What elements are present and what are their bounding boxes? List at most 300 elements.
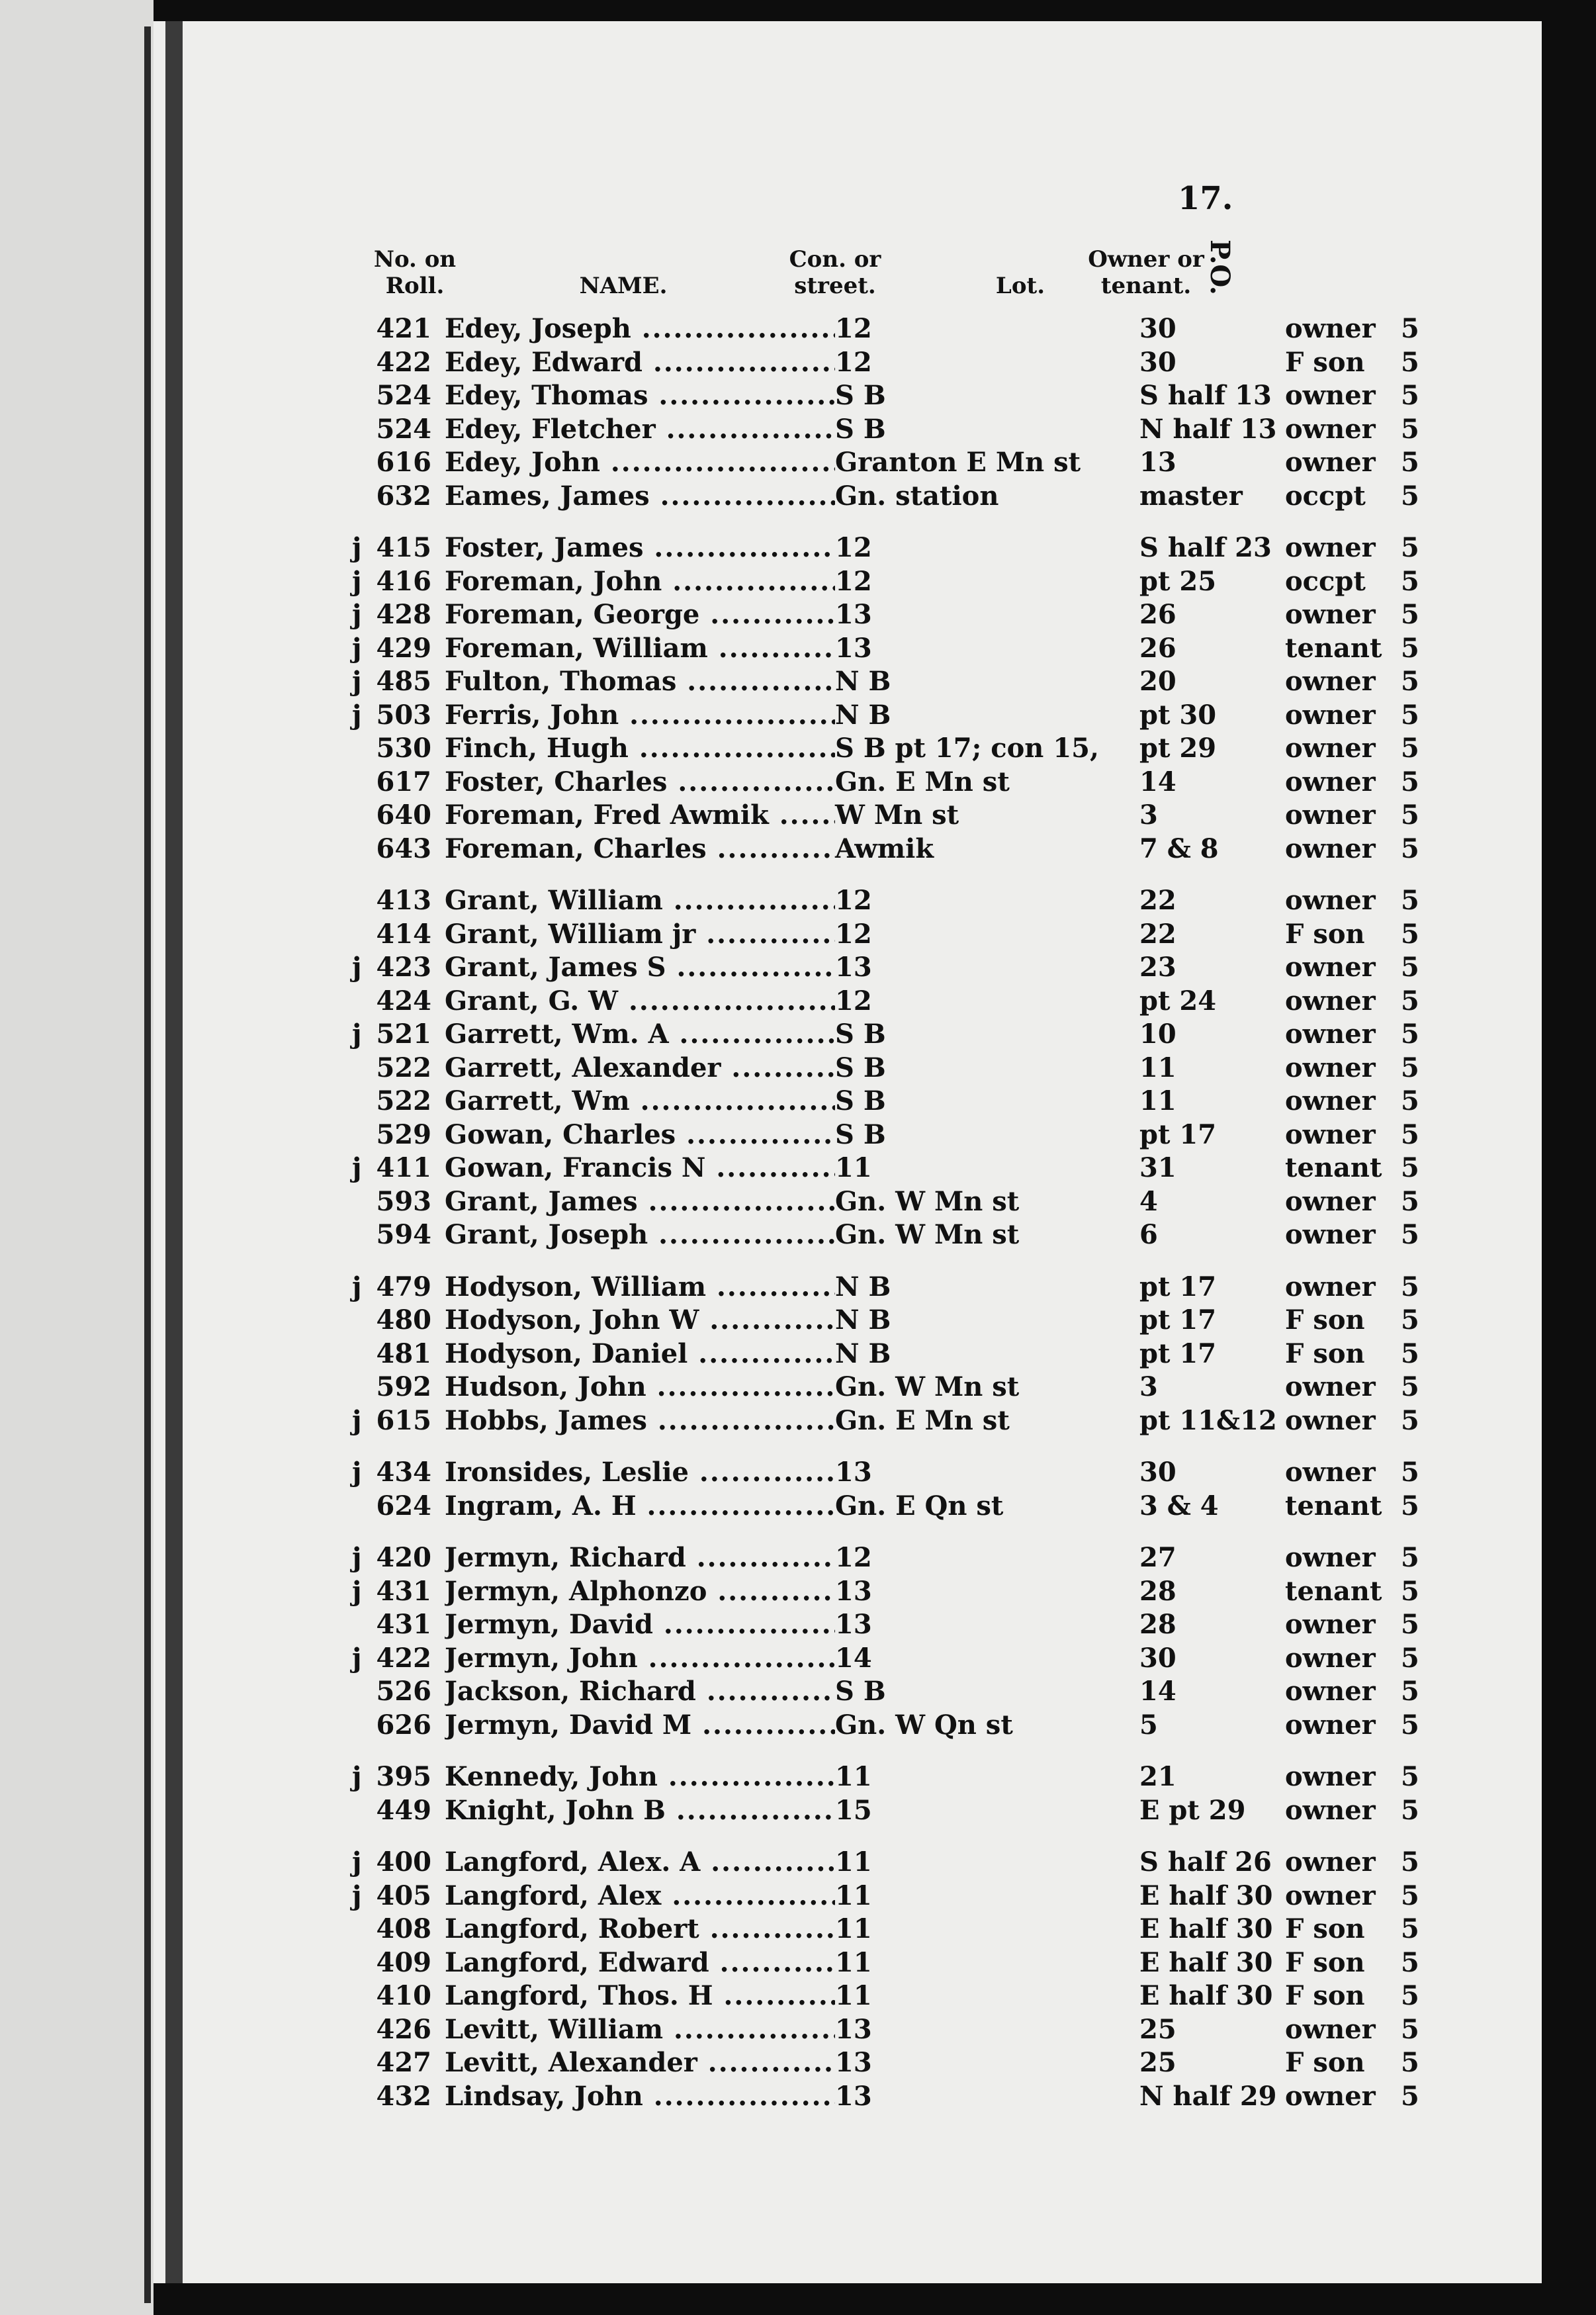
table-row (352, 1913, 1477, 1946)
post-office: 5 (1401, 1609, 1419, 1640)
table-row (352, 799, 1477, 833)
concession-street: 13 (835, 1456, 1146, 1489)
person-name: Hodyson, William ..... (445, 1271, 881, 1304)
row-mark: j (352, 666, 362, 697)
roll-number: 426 (376, 2013, 431, 2045)
person-name: Foreman, Fred Awmik ..... (445, 799, 881, 832)
roll-number: 415 (376, 532, 431, 563)
row-mark: j (352, 1019, 362, 1050)
concession-street: N B (835, 699, 1146, 732)
concession-street: 13 (835, 598, 1146, 631)
table-row (352, 346, 1477, 380)
owner-tenant: owner (1285, 1642, 1376, 1674)
owner-tenant: owner (1285, 1457, 1376, 1488)
concession-street: 13 (835, 1608, 1146, 1641)
owner-tenant: owner (1285, 1880, 1376, 1911)
lot: 26 (1139, 632, 1176, 664)
concession-street: N B (835, 1338, 1146, 1371)
table-row (352, 1880, 1477, 1913)
owner-tenant: F son (1285, 1980, 1365, 2011)
table-row (352, 1152, 1477, 1185)
concession-street: Gn. W Mn st (835, 1185, 1146, 1218)
post-office: 5 (1401, 599, 1419, 630)
table-row (352, 1404, 1477, 1438)
lot: pt 17 (1139, 1118, 1217, 1150)
roll-number: 413 (376, 885, 431, 916)
post-office: 5 (1401, 1794, 1419, 1826)
concession-street: 11 (835, 1760, 1146, 1793)
post-office: 5 (1401, 413, 1419, 445)
roll-number: 432 (376, 2080, 431, 2112)
concession-street: 12 (835, 985, 1146, 1018)
roll-number: 616 (376, 447, 431, 478)
roll-number: 640 (376, 799, 431, 831)
roll-number: 530 (376, 733, 431, 764)
owner-tenant: owner (1285, 985, 1376, 1017)
roll-number: 643 (376, 833, 431, 864)
post-office: 5 (1401, 1304, 1419, 1336)
roll-number: 431 (376, 1575, 431, 1607)
concession-street: 11 (835, 1846, 1146, 1879)
owner-tenant: owner (1285, 1846, 1376, 1878)
post-office: 5 (1401, 766, 1419, 797)
lot: E pt 29 (1139, 1794, 1246, 1826)
lot: E half 30 (1139, 1980, 1273, 2011)
lot: 11 (1139, 1052, 1176, 1083)
person-name: Edey, Thomas ..... (445, 379, 881, 412)
person-name: Langford, Alex ..... (445, 1880, 881, 1913)
post-office: 5 (1401, 833, 1419, 864)
post-office: 5 (1401, 1761, 1419, 1792)
roll-number: 522 (376, 1052, 431, 1083)
lot: pt 25 (1139, 565, 1217, 597)
owner-tenant: F son (1285, 2047, 1365, 2078)
row-mark: j (352, 699, 362, 731)
table-row (352, 1304, 1477, 1338)
owner-tenant: owner (1285, 666, 1376, 697)
lot: 22 (1139, 918, 1176, 950)
owner-tenant: owner (1285, 380, 1376, 411)
table-row (352, 1490, 1477, 1523)
post-office: 5 (1401, 918, 1419, 950)
roll-number: 424 (376, 985, 431, 1017)
header-concession: Con. or street. (789, 246, 881, 299)
owner-tenant: occpt (1285, 480, 1366, 512)
roll-number: 594 (376, 1219, 431, 1250)
person-name: Foreman, John ..... (445, 565, 881, 598)
concession-street: 12 (835, 312, 1146, 345)
post-office: 5 (1401, 565, 1419, 597)
concession-street: 12 (835, 918, 1146, 951)
concession-street: 13 (835, 2046, 1146, 2079)
roll-number: 422 (376, 1642, 431, 1674)
person-name: Ferris, John ..... (445, 699, 881, 732)
lot: 28 (1139, 1609, 1176, 1640)
row-mark: j (352, 952, 362, 983)
roll-number: 485 (376, 666, 431, 697)
post-office: 5 (1401, 1404, 1419, 1436)
owner-tenant: owner (1285, 1676, 1376, 1707)
post-office: 5 (1401, 1019, 1419, 1050)
row-mark: j (352, 1575, 362, 1607)
header-name: NAME. (579, 273, 668, 299)
owner-tenant: owner (1285, 2080, 1376, 2112)
person-name: Jermyn, David ..... (445, 1608, 881, 1641)
roll-number: 431 (376, 1609, 431, 1640)
post-office: 5 (1401, 1542, 1419, 1573)
roll-number: 479 (376, 1271, 431, 1302)
person-name: Foreman, Charles ..... (445, 833, 881, 866)
post-office: 5 (1401, 1457, 1419, 1488)
concession-street: 12 (835, 346, 1146, 379)
row-mark: j (352, 1542, 362, 1573)
table-row (352, 1846, 1477, 1880)
post-office: 5 (1401, 1085, 1419, 1116)
person-name: Edey, John ..... (445, 446, 881, 479)
table-row (352, 1338, 1477, 1371)
owner-tenant: owner (1285, 599, 1376, 630)
concession-street: 15 (835, 1794, 1146, 1827)
lot: 11 (1139, 1085, 1176, 1116)
lot: 14 (1139, 766, 1176, 797)
person-name: Ironsides, Leslie ..... (445, 1456, 881, 1489)
post-office: 5 (1401, 1118, 1419, 1150)
table-row (352, 1760, 1477, 1794)
concession-street: 12 (835, 1541, 1146, 1574)
owner-tenant: owner (1285, 699, 1376, 731)
post-office: 5 (1401, 1709, 1419, 1741)
post-office: 5 (1401, 885, 1419, 916)
concession-street: 11 (835, 1152, 1146, 1185)
roll-number: 416 (376, 565, 431, 597)
header-lot: Lot. (995, 273, 1045, 299)
owner-tenant: F son (1285, 918, 1365, 950)
owner-tenant: F son (1285, 1946, 1365, 1978)
owner-tenant: owner (1285, 1542, 1376, 1573)
person-name: Grant, James ..... (445, 1185, 881, 1218)
table-row (352, 1675, 1477, 1709)
owner-tenant: owner (1285, 532, 1376, 563)
row-mark: j (352, 1846, 362, 1878)
concession-street: Gn. W Mn st (835, 1371, 1146, 1404)
table-row (352, 884, 1477, 918)
concession-street: 13 (835, 1575, 1146, 1608)
concession-street: 13 (835, 951, 1146, 984)
owner-tenant: owner (1285, 313, 1376, 344)
row-mark: j (352, 1404, 362, 1436)
row-mark: j (352, 1761, 362, 1792)
roll-number: 400 (376, 1846, 431, 1878)
table-row (352, 1642, 1477, 1676)
concession-street: 12 (835, 565, 1146, 598)
roll-number: 408 (376, 1913, 431, 1944)
lot: master (1139, 480, 1243, 512)
lot: 10 (1139, 1019, 1176, 1050)
person-name: Garrett, Alexander ..... (445, 1052, 881, 1085)
owner-tenant: owner (1285, 1219, 1376, 1250)
post-office: 5 (1401, 1575, 1419, 1607)
lot: pt 24 (1139, 985, 1217, 1017)
roll-number: 480 (376, 1304, 431, 1336)
concession-street: Gn. W Mn st (835, 1218, 1146, 1251)
table-row (352, 1709, 1477, 1743)
lot: S half 26 (1139, 1846, 1272, 1878)
lot: 6 (1139, 1219, 1158, 1250)
post-office: 5 (1401, 2080, 1419, 2112)
table-row (352, 1979, 1477, 2013)
person-name: Foster, James ..... (445, 531, 881, 565)
roll-number: 593 (376, 1185, 431, 1217)
person-name: Langford, Edward ..... (445, 1946, 881, 1979)
concession-street: 11 (835, 1913, 1146, 1946)
person-name: Langford, Alex. A ..... (445, 1846, 881, 1879)
person-name: Lindsay, John ..... (445, 2080, 881, 2113)
owner-tenant: owner (1285, 1371, 1376, 1402)
person-name: Fulton, Thomas ..... (445, 665, 881, 698)
table-row (352, 951, 1477, 985)
lot: 27 (1139, 1542, 1176, 1573)
lot: 30 (1139, 1642, 1176, 1674)
table-row (352, 732, 1477, 766)
lot: 30 (1139, 346, 1176, 378)
lot: E half 30 (1139, 1880, 1273, 1911)
table-row (352, 1541, 1477, 1575)
person-name: Eames, James ..... (445, 480, 881, 513)
table-row (352, 665, 1477, 699)
lot: 30 (1139, 1457, 1176, 1488)
owner-tenant: tenant (1285, 1490, 1382, 1521)
concession-street: 13 (835, 2080, 1146, 2113)
post-office: 5 (1401, 1642, 1419, 1674)
person-name: Edey, Fletcher ..... (445, 413, 881, 446)
lot: 22 (1139, 885, 1176, 916)
post-office: 5 (1401, 1946, 1419, 1978)
table-row (352, 1085, 1477, 1118)
owner-tenant: owner (1285, 833, 1376, 864)
roll-number: 420 (376, 1542, 431, 1573)
post-office: 5 (1401, 2047, 1419, 2078)
roll-number: 421 (376, 313, 431, 344)
page-number: 17. (1178, 180, 1233, 217)
person-name: Garrett, Wm. A ..... (445, 1018, 881, 1051)
concession-street: 13 (835, 632, 1146, 665)
lot: 14 (1139, 1676, 1176, 1707)
lot: pt 17 (1139, 1338, 1217, 1369)
person-name: Hodyson, Daniel ..... (445, 1338, 881, 1371)
owner-tenant: F son (1285, 1338, 1365, 1369)
header-po: P.O. (1204, 240, 1235, 295)
header-owner-tenant: Owner or tenant. (1088, 246, 1204, 299)
document-page (154, 21, 1542, 2283)
lot: 28 (1139, 1575, 1176, 1607)
table-row (352, 632, 1477, 666)
owner-tenant: owner (1285, 1761, 1376, 1792)
owner-tenant: tenant (1285, 1152, 1382, 1183)
lot: 3 (1139, 1371, 1158, 1402)
lot: S half 23 (1139, 532, 1272, 563)
concession-street: Gn. E Qn st (835, 1490, 1146, 1523)
lot: N half 29 (1139, 2080, 1277, 2112)
table-row (352, 918, 1477, 952)
lot: pt 11&12 (1139, 1404, 1277, 1436)
roll-number: 529 (376, 1118, 431, 1150)
table-row (352, 2080, 1477, 2114)
table-row (352, 312, 1477, 346)
person-name: Grant, Joseph ..... (445, 1218, 881, 1251)
roll-number: 427 (376, 2047, 431, 2078)
person-name: Hudson, John ..... (445, 1371, 881, 1404)
owner-tenant: F son (1285, 1304, 1365, 1336)
concession-street: S B (835, 1675, 1146, 1708)
concession-street: 14 (835, 1642, 1146, 1675)
binding-edge (144, 26, 151, 2303)
roll-number: 405 (376, 1880, 431, 1911)
post-office: 5 (1401, 2013, 1419, 2045)
table-row (352, 1371, 1477, 1404)
table-row (352, 1185, 1477, 1219)
owner-tenant: owner (1285, 1118, 1376, 1150)
table-row (352, 1794, 1477, 1828)
table-row (352, 2046, 1477, 2080)
lot: 3 (1139, 799, 1158, 831)
header-roll-number: No. on Roll. (373, 246, 457, 299)
post-office: 5 (1401, 985, 1419, 1017)
roll-number: 434 (376, 1457, 431, 1488)
lot: S half 13 (1139, 380, 1272, 411)
owner-tenant: owner (1285, 799, 1376, 831)
owner-tenant: owner (1285, 733, 1376, 764)
person-name: Jermyn, Alphonzo ..... (445, 1575, 881, 1608)
roll-number: 395 (376, 1761, 431, 1792)
post-office: 5 (1401, 1913, 1419, 1944)
lot: pt 29 (1139, 733, 1217, 764)
owner-tenant: F son (1285, 1913, 1365, 1944)
table-row (352, 1946, 1477, 1980)
concession-street: Gn. W Qn st (835, 1709, 1146, 1742)
lot: 23 (1139, 952, 1176, 983)
roll-number: 617 (376, 766, 431, 797)
person-name: Levitt, William ..... (445, 2013, 881, 2046)
table-row (352, 766, 1477, 799)
post-office: 5 (1401, 1271, 1419, 1302)
concession-street: N B (835, 1304, 1146, 1337)
table-row (352, 1608, 1477, 1642)
post-office: 5 (1401, 447, 1419, 478)
table-row (352, 1218, 1477, 1252)
post-office: 5 (1401, 1846, 1419, 1878)
assessment-roll-list (352, 312, 1477, 2113)
owner-tenant: F son (1285, 346, 1365, 378)
post-office: 5 (1401, 1219, 1419, 1250)
row-mark: j (352, 1271, 362, 1302)
person-name: Grant, William jr ..... (445, 918, 881, 951)
lot: E half 30 (1139, 1913, 1273, 1944)
roll-number: 429 (376, 632, 431, 664)
row-mark: j (352, 599, 362, 630)
owner-tenant: owner (1285, 952, 1376, 983)
roll-number: 526 (376, 1676, 431, 1707)
concession-street: N B (835, 665, 1146, 698)
roll-number: 481 (376, 1338, 431, 1369)
table-row (352, 833, 1477, 866)
post-office: 5 (1401, 1052, 1419, 1083)
person-name: Gowan, Francis N ..... (445, 1152, 881, 1185)
concession-street: 13 (835, 2013, 1146, 2046)
person-name: Grant, William ..... (445, 884, 881, 917)
owner-tenant: owner (1285, 1185, 1376, 1217)
person-name: Finch, Hugh ..... (445, 732, 881, 765)
concession-street: Granton E Mn st (835, 446, 1146, 479)
concession-street: S B (835, 413, 1146, 446)
roll-number: 410 (376, 1980, 431, 2011)
table-row (352, 446, 1477, 480)
lot: 31 (1139, 1152, 1176, 1183)
lot: 20 (1139, 666, 1176, 697)
row-mark: j (352, 632, 362, 664)
person-name: Garrett, Wm ..... (445, 1085, 881, 1118)
person-name: Hodyson, John W ..... (445, 1304, 881, 1337)
post-office: 5 (1401, 666, 1419, 697)
person-name: Jermyn, Richard ..... (445, 1541, 881, 1574)
roll-number: 503 (376, 699, 431, 731)
concession-street: 11 (835, 1946, 1146, 1979)
person-name: Ingram, A. H ..... (445, 1490, 881, 1523)
person-name: Jermyn, John ..... (445, 1642, 881, 1675)
lot: 25 (1139, 2047, 1176, 2078)
concession-street: 12 (835, 884, 1146, 917)
table-row (352, 480, 1477, 514)
page-gutter (165, 21, 183, 2283)
table-row (352, 2013, 1477, 2047)
roll-number: 615 (376, 1404, 431, 1436)
owner-tenant: owner (1285, 1085, 1376, 1116)
post-office: 5 (1401, 1980, 1419, 2011)
lot: 7 & 8 (1139, 833, 1219, 864)
row-mark: j (352, 565, 362, 597)
owner-tenant: owner (1285, 1052, 1376, 1083)
lot: pt 17 (1139, 1304, 1217, 1336)
lot: 26 (1139, 599, 1176, 630)
table-row (352, 1118, 1477, 1152)
row-mark: j (352, 1152, 362, 1183)
table-row (352, 598, 1477, 632)
table-row (352, 379, 1477, 413)
concession-street: Gn. station (835, 480, 1146, 513)
concession-street: N B (835, 1271, 1146, 1304)
table-row (352, 1271, 1477, 1304)
person-name: Foster, Charles ..... (445, 766, 881, 799)
lot: N half 13 (1139, 413, 1277, 445)
post-office: 5 (1401, 1880, 1419, 1911)
roll-number: 428 (376, 599, 431, 630)
post-office: 5 (1401, 1490, 1419, 1521)
post-office: 5 (1401, 1338, 1419, 1369)
person-name: Grant, G. W ..... (445, 985, 881, 1018)
table-row (352, 1018, 1477, 1052)
concession-street: S B (835, 379, 1146, 412)
owner-tenant: owner (1285, 1271, 1376, 1302)
concession-street: W Mn st (835, 799, 1146, 832)
table-row (352, 1456, 1477, 1490)
roll-number: 521 (376, 1019, 431, 1050)
post-office: 5 (1401, 480, 1419, 512)
table-row (352, 531, 1477, 565)
owner-tenant: owner (1285, 413, 1376, 445)
owner-tenant: tenant (1285, 1575, 1382, 1607)
roll-number: 409 (376, 1946, 431, 1978)
owner-tenant: owner (1285, 1709, 1376, 1741)
concession-street: 11 (835, 1880, 1146, 1913)
